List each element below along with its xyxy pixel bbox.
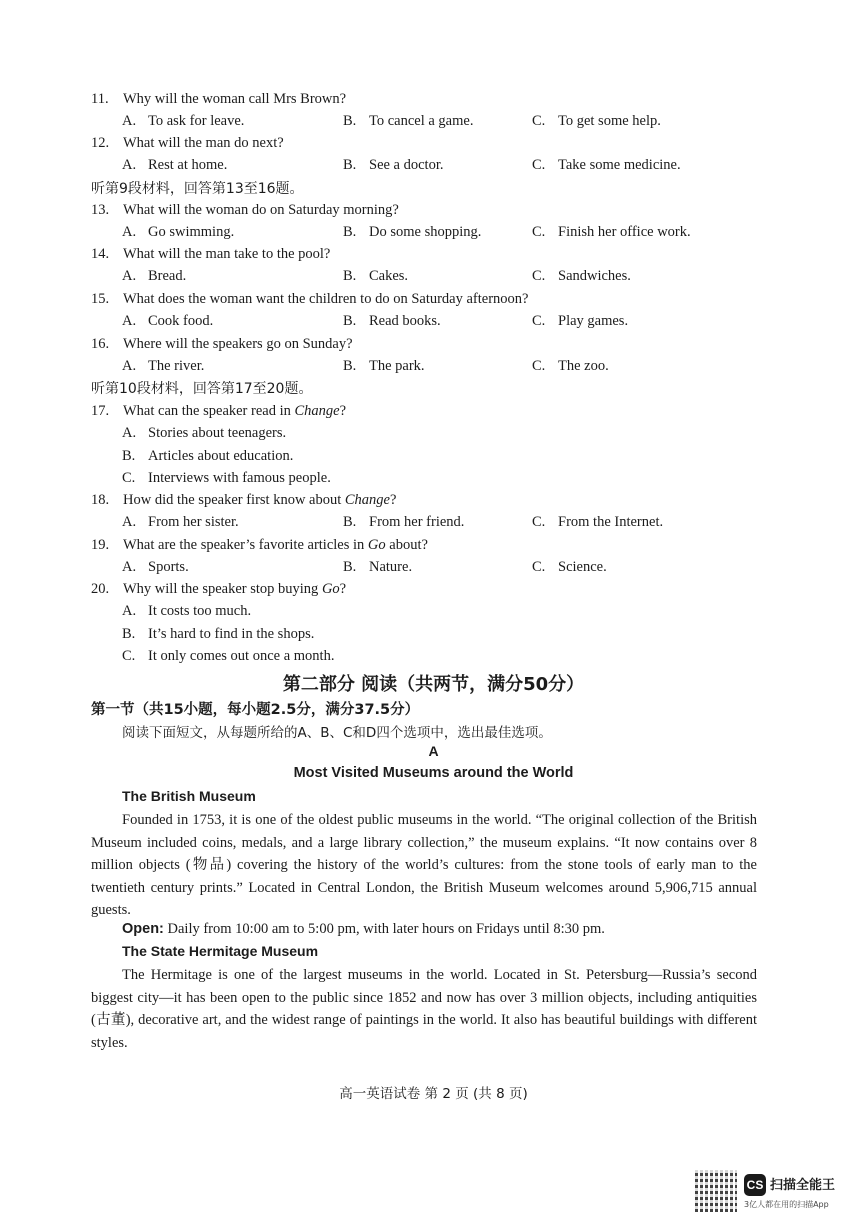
option-b bbox=[343, 113, 473, 130]
opening-hours bbox=[122, 921, 605, 938]
option-c bbox=[532, 313, 628, 330]
question-number: 11. bbox=[91, 91, 109, 107]
open-label: Open: bbox=[122, 921, 164, 937]
option-b bbox=[343, 514, 464, 531]
question-number: 15. bbox=[91, 291, 110, 307]
option-text: It only comes out once a month. bbox=[148, 647, 335, 664]
magazine-title: Change bbox=[344, 492, 390, 508]
scanner-app-name: 扫描全能王 bbox=[770, 1178, 836, 1193]
option-letter: B. bbox=[343, 358, 357, 375]
option-c bbox=[532, 358, 609, 375]
museum-1-text: Founded in 1753, it is one of the oldest public museums in the world. “The original collection of the British Museum included coins, medals, and a large library collection,” the museum explains. “It now contains over 8 million objects (物品) covering the history of the world’s cultures: from the stone tools of early man to the twentieth century prints.” Located in Central London, the British Museum welcomes around 5,906,715 annual guests. bbox=[91, 812, 757, 918]
magazine-title: Go bbox=[367, 537, 386, 553]
option-a bbox=[122, 603, 251, 620]
question-text: ? bbox=[339, 581, 347, 597]
option-b bbox=[122, 626, 314, 643]
question-18 bbox=[91, 492, 396, 509]
option-letter: C. bbox=[122, 469, 136, 486]
option-c bbox=[532, 113, 661, 130]
option-c bbox=[532, 559, 607, 576]
question-text: ? bbox=[339, 403, 347, 419]
option-letter: B. bbox=[343, 113, 357, 130]
option-b bbox=[122, 448, 293, 465]
option-letter: A. bbox=[122, 268, 137, 285]
option-letter: B. bbox=[343, 157, 357, 174]
option-text: To cancel a game. bbox=[369, 113, 474, 130]
option-text: It costs too much. bbox=[148, 603, 252, 620]
section-1-title: 第一节（共15小题，每小题2.5分，满分37.5分） bbox=[91, 702, 420, 718]
option-letter: B. bbox=[122, 447, 136, 464]
question-15 bbox=[91, 291, 528, 308]
museum-2-heading: The State Hermitage Museum bbox=[122, 943, 319, 959]
open-text: Daily from 10:00 am to 5:00 pm, with later hours on Fridays until 8:30 pm. bbox=[163, 921, 605, 937]
magazine-title: Change bbox=[294, 403, 340, 419]
option-text: Science. bbox=[558, 559, 607, 576]
option-a bbox=[122, 224, 234, 241]
question-text: What are the speaker’s favorite articles in bbox=[123, 537, 368, 553]
option-a bbox=[122, 559, 189, 576]
option-b bbox=[343, 224, 481, 241]
question-12 bbox=[91, 135, 284, 152]
option-letter: C. bbox=[532, 113, 546, 130]
option-b bbox=[343, 559, 412, 576]
question-13 bbox=[91, 202, 399, 219]
option-letter: B. bbox=[122, 625, 136, 642]
scanner-tagline: 3亿人都在用的扫描App bbox=[744, 1200, 829, 1209]
option-text: Do some shopping. bbox=[369, 224, 482, 241]
question-text: What can the speaker read in bbox=[123, 403, 295, 419]
question-number: 19. bbox=[91, 537, 110, 553]
option-letter: C. bbox=[532, 313, 546, 330]
option-text: See a doctor. bbox=[369, 157, 444, 174]
question-text: What will the man take to the pool? bbox=[123, 246, 331, 262]
option-text: Play games. bbox=[558, 313, 629, 330]
question-17 bbox=[91, 403, 346, 420]
option-text: Interviews with famous people. bbox=[148, 469, 331, 486]
option-b bbox=[343, 268, 408, 285]
option-a bbox=[122, 358, 204, 375]
option-text: Go swimming. bbox=[148, 224, 235, 241]
museum-1-heading: The British Museum bbox=[122, 788, 256, 804]
option-text: Articles about education. bbox=[148, 447, 294, 464]
qr-code-icon bbox=[695, 1170, 737, 1212]
option-letter: C. bbox=[122, 647, 136, 664]
option-text: The river. bbox=[148, 358, 205, 375]
option-a bbox=[122, 268, 186, 285]
option-letter: B. bbox=[343, 224, 357, 241]
option-text: Stories about teenagers. bbox=[148, 425, 287, 442]
option-a bbox=[122, 514, 239, 531]
option-letter: C. bbox=[532, 157, 546, 174]
option-c bbox=[122, 648, 334, 665]
option-letter: A. bbox=[122, 514, 137, 531]
instruction-segment-10: 听第10段材料，回答第17至20题。 bbox=[91, 381, 313, 397]
question-text: ? bbox=[390, 492, 397, 508]
option-text: Bread. bbox=[148, 268, 187, 285]
question-number: 20. bbox=[91, 581, 110, 597]
option-letter: A. bbox=[122, 559, 137, 576]
option-c bbox=[532, 268, 631, 285]
camscanner-logo-icon: CS bbox=[744, 1174, 766, 1196]
question-text: Why will the woman call Mrs Brown? bbox=[123, 91, 347, 107]
option-text: From the Internet. bbox=[558, 514, 664, 531]
option-text: From her sister. bbox=[148, 514, 239, 531]
option-text: It’s hard to find in the shops. bbox=[148, 625, 315, 642]
option-text: Sports. bbox=[148, 559, 189, 576]
reading-directions: 阅读下面短文，从每题所给的A、B、C和D四个选项中，选出最佳选项。 bbox=[122, 725, 552, 741]
option-a bbox=[122, 313, 213, 330]
option-text: Read books. bbox=[369, 313, 441, 330]
option-text: Take some medicine. bbox=[558, 157, 681, 174]
option-letter: C. bbox=[532, 224, 546, 241]
question-number: 14. bbox=[91, 246, 110, 262]
option-letter: C. bbox=[532, 559, 546, 576]
passage-letter: A bbox=[428, 743, 439, 759]
option-c bbox=[532, 157, 681, 174]
option-c bbox=[122, 470, 331, 487]
option-letter: A. bbox=[122, 313, 137, 330]
option-text: From her friend. bbox=[369, 514, 465, 531]
magazine-title: Go bbox=[321, 581, 340, 597]
passage-title: Most Visited Museums around the World bbox=[293, 765, 574, 781]
question-text: How did the speaker first know about bbox=[123, 492, 345, 508]
question-number: 17. bbox=[91, 403, 110, 419]
question-text: What will the man do next? bbox=[123, 135, 284, 151]
option-text: The zoo. bbox=[558, 358, 609, 375]
option-letter: A. bbox=[122, 358, 137, 375]
option-text: To get some help. bbox=[558, 113, 661, 130]
option-a bbox=[122, 425, 286, 442]
option-a bbox=[122, 113, 244, 130]
option-b bbox=[343, 157, 444, 174]
page-footer: 高一英语试卷 第 2 页 (共 8 页) bbox=[339, 1086, 528, 1102]
question-text: Where will the speakers go on Sunday? bbox=[123, 336, 353, 352]
option-c bbox=[532, 224, 691, 241]
question-text: What will the woman do on Saturday morning? bbox=[123, 202, 399, 218]
question-number: 13. bbox=[91, 202, 110, 218]
option-text: To ask for leave. bbox=[148, 113, 245, 130]
question-16 bbox=[91, 336, 353, 353]
instruction-segment-9: 听第9段材料，回答第13至16题。 bbox=[91, 181, 304, 197]
option-letter: A. bbox=[122, 113, 137, 130]
option-letter: B. bbox=[343, 313, 357, 330]
option-text: Finish her office work. bbox=[558, 224, 691, 241]
option-b bbox=[343, 313, 441, 330]
option-letter: B. bbox=[343, 514, 357, 531]
option-letter: A. bbox=[122, 224, 137, 241]
question-20 bbox=[91, 581, 346, 598]
question-14 bbox=[91, 246, 330, 263]
option-a bbox=[122, 157, 227, 174]
option-text: The park. bbox=[369, 358, 425, 375]
option-letter: B. bbox=[343, 268, 357, 285]
option-text: Cakes. bbox=[369, 268, 409, 285]
option-text: Rest at home. bbox=[148, 157, 228, 174]
question-number: 16. bbox=[91, 336, 110, 352]
question-text: What does the woman want the children to do on Saturday afternoon? bbox=[123, 291, 529, 307]
question-number: 12. bbox=[91, 135, 110, 151]
part-2-title: 第二部分 阅读（共两节，满分50分） bbox=[282, 674, 585, 695]
question-number: 18. bbox=[91, 492, 110, 508]
question-text: about? bbox=[385, 537, 428, 553]
museum-2-text: The Hermitage is one of the largest museums in the world. Located in St. Petersburg—Russia’s second biggest city—it has been open to the public since 1852 and now has over 3 million objects, including antiquities (古董), decorative art, and the widest range of paintings in the world. It also has beautiful buildings with different styles. bbox=[91, 967, 757, 1051]
museum-2-paragraph bbox=[91, 964, 757, 1054]
option-text: Sandwiches. bbox=[558, 268, 631, 285]
option-letter: A. bbox=[122, 425, 137, 442]
option-letter: C. bbox=[532, 514, 546, 531]
option-letter: C. bbox=[532, 268, 546, 285]
option-letter: A. bbox=[122, 603, 137, 620]
option-b bbox=[343, 358, 425, 375]
question-text: Why will the speaker stop buying bbox=[123, 581, 322, 597]
option-letter: C. bbox=[532, 358, 546, 375]
question-19 bbox=[91, 537, 428, 554]
option-letter: A. bbox=[122, 157, 137, 174]
museum-1-paragraph bbox=[91, 809, 757, 922]
question-11 bbox=[91, 91, 346, 108]
option-text: Nature. bbox=[369, 559, 413, 576]
option-text: Cook food. bbox=[148, 313, 214, 330]
option-letter: B. bbox=[343, 559, 357, 576]
option-c bbox=[532, 514, 663, 531]
